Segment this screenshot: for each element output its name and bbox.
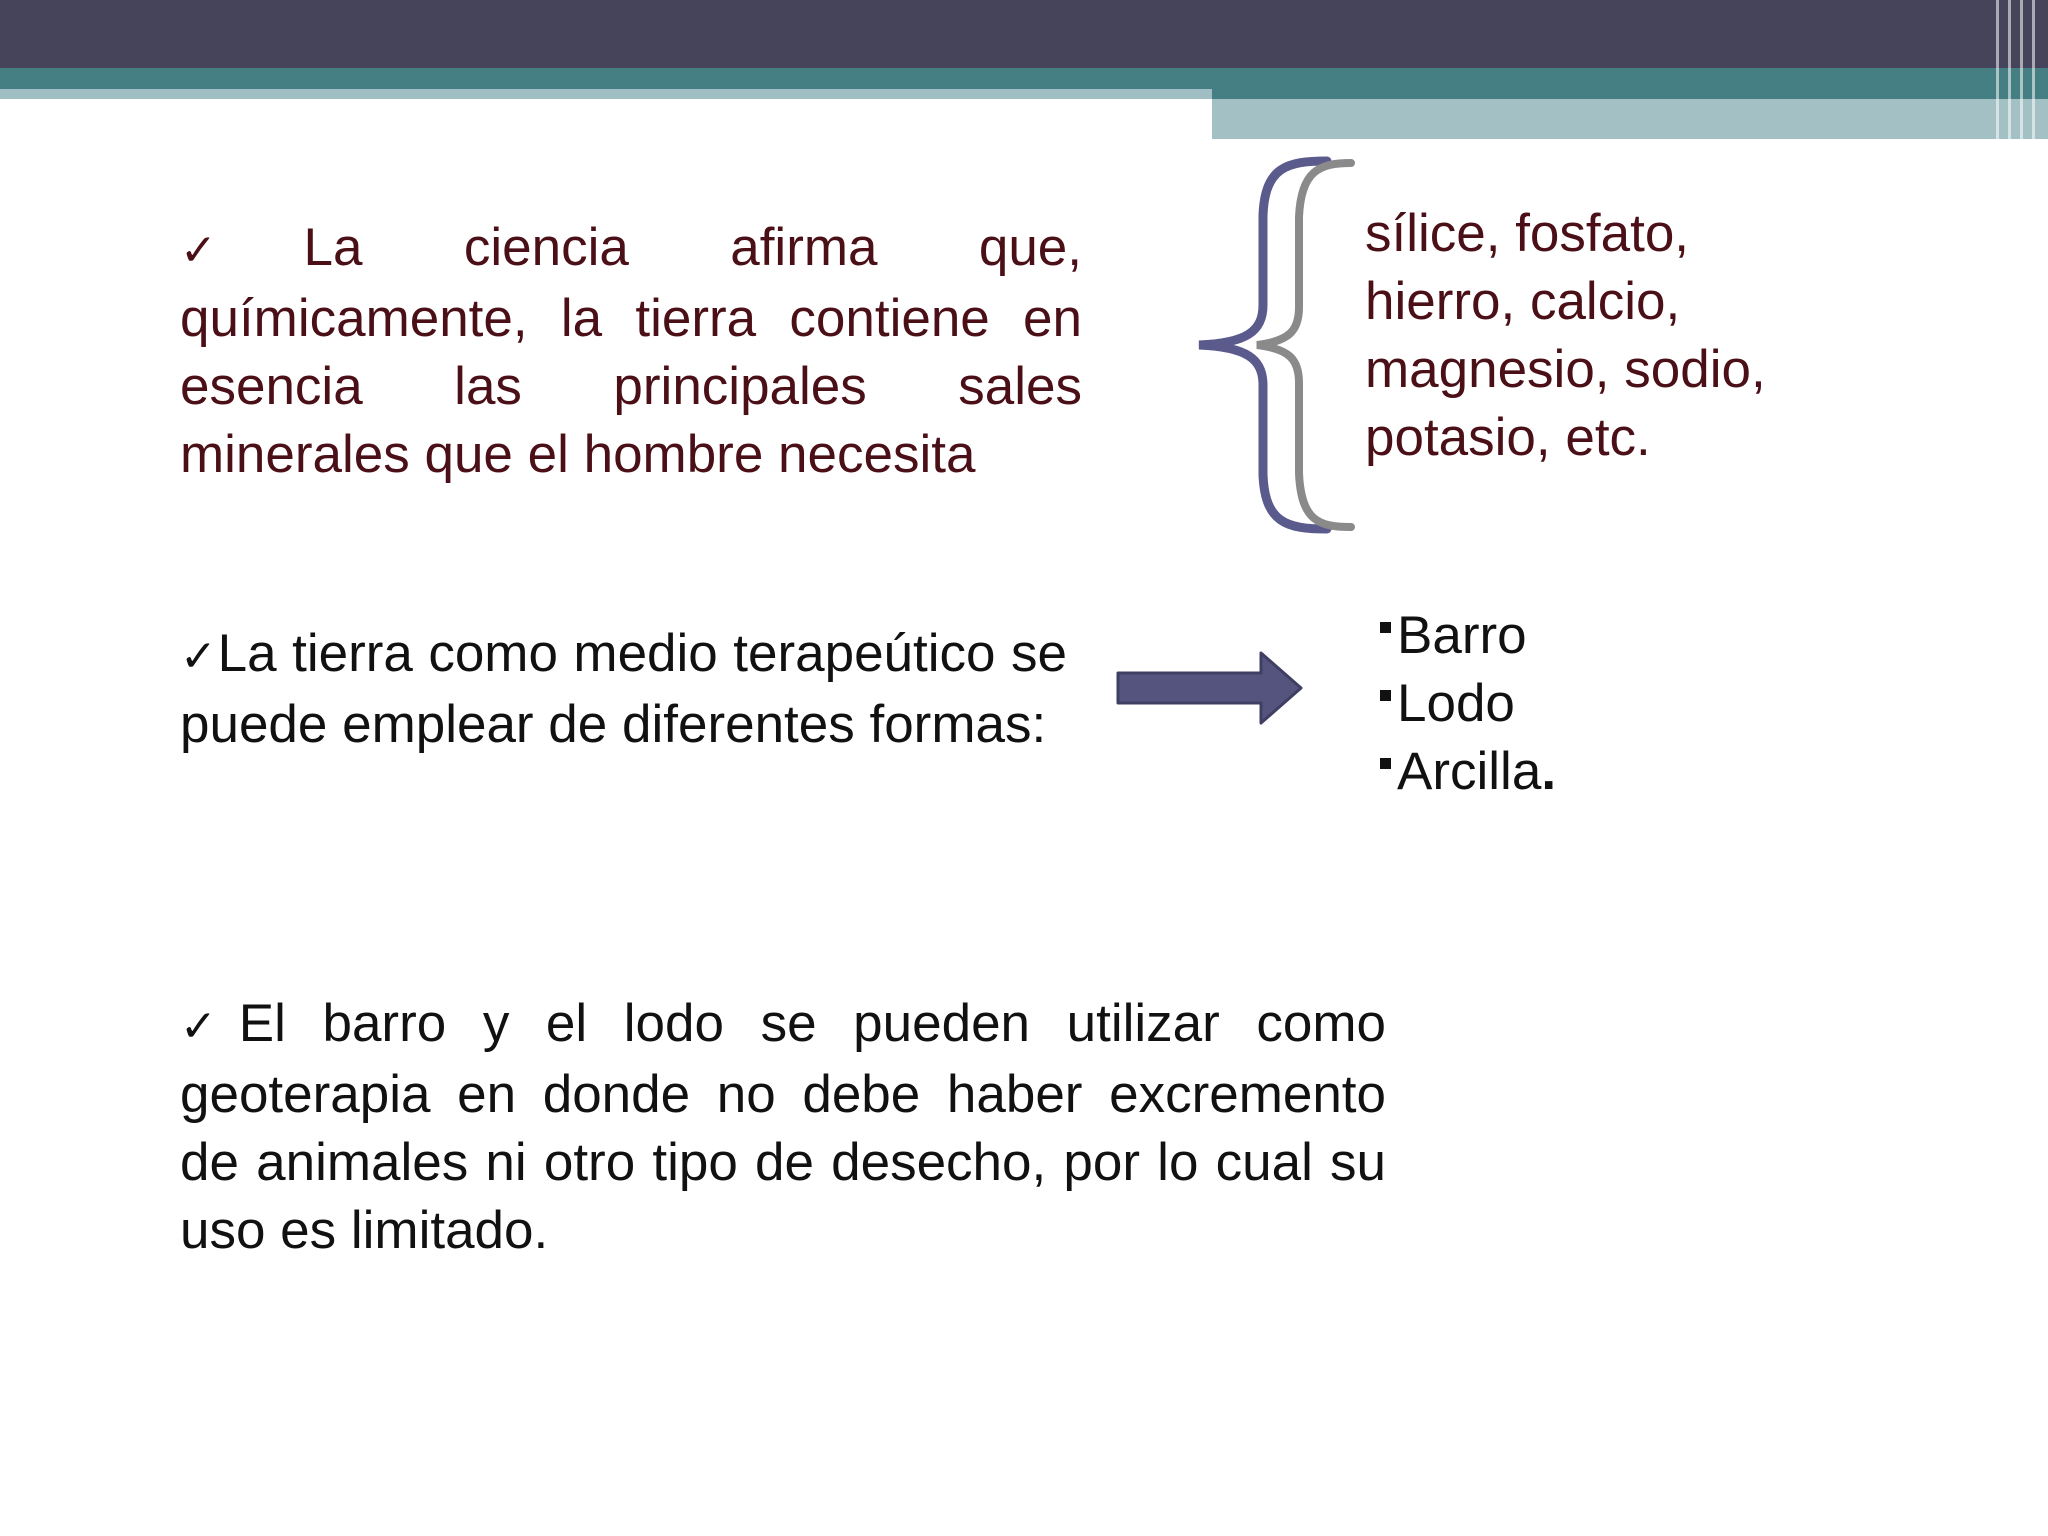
square-bullet-icon xyxy=(1380,690,1391,701)
square-bullet-icon xyxy=(1380,758,1391,769)
curly-brace-icon xyxy=(1195,155,1355,545)
right-arrow-icon xyxy=(1115,650,1305,726)
minerals-list xyxy=(1365,200,1766,472)
list-item-label: Arcilla xyxy=(1397,742,1542,801)
checkmark-icon: ✓ xyxy=(180,1001,239,1052)
minerals-line: potasio, etc. xyxy=(1365,408,1651,467)
paragraph-therapeutic-text: La tierra como medio terapeútico se puede emplear de diferentes formas: xyxy=(180,624,1067,754)
header-bar-dark xyxy=(0,0,2048,68)
minerals-line: hierro, calcio, xyxy=(1365,272,1681,331)
paragraph-therapeutic xyxy=(180,620,1067,759)
header-stripes xyxy=(1988,0,2048,139)
list-item xyxy=(1380,602,1556,670)
paragraph-geotherapy xyxy=(180,990,1386,1265)
minerals-line: magnesio, sodio, xyxy=(1365,340,1766,399)
header-bar-light-left xyxy=(0,89,1212,99)
checkmark-icon: ✓ xyxy=(180,225,304,276)
list-item xyxy=(1380,670,1556,738)
forms-list xyxy=(1380,602,1556,806)
list-item-label: Lodo xyxy=(1397,674,1515,733)
checkmark-icon: ✓ xyxy=(180,631,218,682)
paragraph-minerals-text: La ciencia afirma que, químicamente, la tierra contiene en esencia las principales sales minerales que el hombre necesita xyxy=(180,218,1082,484)
paragraph-geotherapy-text: El barro y el lodo se pueden utilizar como geoterapia en donde no debe haber excremento de animales ni otro tipo de desecho, por lo cual su uso es limitado. xyxy=(180,994,1386,1260)
list-item-period: . xyxy=(1541,742,1557,801)
square-bullet-icon xyxy=(1380,622,1391,633)
minerals-line: sílice, fosfato, xyxy=(1365,204,1690,263)
header-bar-light-right xyxy=(1212,99,2048,139)
list-item-label: Barro xyxy=(1397,606,1527,665)
list-item xyxy=(1380,738,1556,806)
paragraph-minerals xyxy=(180,214,1082,489)
